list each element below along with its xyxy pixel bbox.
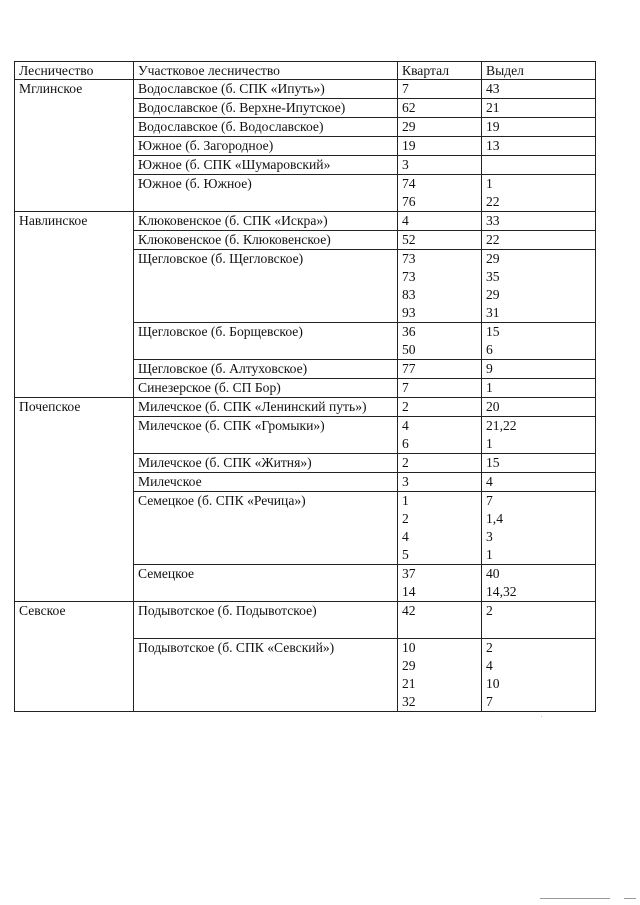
kvartal-cell xyxy=(398,118,482,137)
vydel-value: 21,22 xyxy=(486,418,517,433)
district-cell xyxy=(134,360,398,379)
district-cell xyxy=(134,80,398,99)
district-name: Подывотское (б. Подывотское) xyxy=(138,603,317,618)
vydel-cell xyxy=(482,473,596,492)
vydel-value: 3 xyxy=(486,529,493,544)
forestry-cell xyxy=(15,212,134,398)
vydel-value: 2 xyxy=(486,603,493,618)
vydel-value: 7 xyxy=(486,493,493,508)
forestry-name: Мглинское xyxy=(19,81,83,96)
vydel-value: 35 xyxy=(486,269,500,284)
vydel-value: 22 xyxy=(486,194,500,209)
kvartal-value: 42 xyxy=(402,603,416,618)
vydel-value: 43 xyxy=(486,81,500,96)
footer-mark xyxy=(540,898,610,899)
kvartal-value: 4 xyxy=(402,418,409,433)
district-name: Южное (б. Загородное) xyxy=(138,138,274,153)
kvartal-value: 93 xyxy=(402,305,416,320)
district-cell xyxy=(134,99,398,118)
vydel-value xyxy=(486,620,591,638)
vydel-value: 4 xyxy=(486,658,493,673)
district-cell xyxy=(134,639,398,712)
vydel-value: 31 xyxy=(486,305,500,320)
vydel-cell xyxy=(482,492,596,565)
kvartal-value: 2 xyxy=(402,511,409,526)
vydel-cell xyxy=(482,565,596,602)
district-name: Милечское (б. СПК «Громыки») xyxy=(138,418,325,433)
district-name: Милечское (б. СПК «Житня») xyxy=(138,455,312,470)
vydel-value: 15 xyxy=(486,324,500,339)
vydel-cell xyxy=(482,360,596,379)
kvartal-cell xyxy=(398,156,482,175)
kvartal-value: 29 xyxy=(402,658,416,673)
kvartal-cell xyxy=(398,602,482,639)
kvartal-value: 3 xyxy=(402,157,409,172)
vydel-value: 14,32 xyxy=(486,584,517,599)
kvartal-value xyxy=(402,620,477,638)
kvartal-value: 37 xyxy=(402,566,416,581)
district-cell xyxy=(134,156,398,175)
district-cell xyxy=(134,118,398,137)
vydel-value: 13 xyxy=(486,138,500,153)
district-name: Клюковенское (б. Клюковенское) xyxy=(138,232,331,247)
kvartal-cell xyxy=(398,175,482,212)
district-cell xyxy=(134,379,398,398)
district-cell xyxy=(134,417,398,454)
district-name: Милечское xyxy=(138,474,202,489)
kvartal-cell xyxy=(398,639,482,712)
district-name: Водославское (б. Верхне-Ипутское) xyxy=(138,100,346,115)
kvartal-value: 83 xyxy=(402,287,416,302)
kvartal-value: 74 xyxy=(402,176,416,191)
vydel-value: 40 xyxy=(486,566,500,581)
forestry-cell xyxy=(15,602,134,712)
footer-mark xyxy=(624,898,636,899)
vydel-value: 6 xyxy=(486,342,493,357)
kvartal-cell xyxy=(398,379,482,398)
kvartal-value: 3 xyxy=(402,474,409,489)
kvartal-cell xyxy=(398,492,482,565)
vydel-value: 33 xyxy=(486,213,500,228)
forestry-table xyxy=(14,61,596,712)
vydel-value: 1 xyxy=(486,436,493,451)
kvartal-value: 7 xyxy=(402,380,409,395)
kvartal-value: 73 xyxy=(402,269,416,284)
district-cell xyxy=(134,454,398,473)
table-body xyxy=(15,80,596,712)
vydel-cell xyxy=(482,639,596,712)
district-cell xyxy=(134,602,398,639)
district-name: Щегловское (б. Алтуховское) xyxy=(138,361,308,376)
vydel-cell xyxy=(482,175,596,212)
vydel-value: 4 xyxy=(486,474,493,489)
forestry-cell xyxy=(15,80,134,212)
district-name: Подывотское (б. СПК «Севский») xyxy=(138,640,335,655)
vydel-value xyxy=(486,156,591,174)
header-district: Участковое лесничество xyxy=(134,62,398,80)
kvartal-value: 62 xyxy=(402,100,416,115)
district-name: Водославское (б. Водославское) xyxy=(138,119,324,134)
kvartal-value: 29 xyxy=(402,119,416,134)
kvartal-value: 32 xyxy=(402,694,416,709)
kvartal-cell xyxy=(398,473,482,492)
district-cell xyxy=(134,175,398,212)
district-name: Водославское (б. СПК «Ипуть») xyxy=(138,81,325,96)
table-row xyxy=(15,398,596,417)
district-cell xyxy=(134,565,398,602)
kvartal-cell xyxy=(398,80,482,99)
kvartal-value: 73 xyxy=(402,251,416,266)
vydel-value: 29 xyxy=(486,251,500,266)
vydel-cell xyxy=(482,118,596,137)
table-row xyxy=(15,602,596,639)
vydel-value: 22 xyxy=(486,232,500,247)
vydel-value: 19 xyxy=(486,119,500,134)
vydel-cell xyxy=(482,137,596,156)
kvartal-cell xyxy=(398,398,482,417)
forestry-name: Почепское xyxy=(19,399,81,414)
kvartal-value: 52 xyxy=(402,232,416,247)
district-name: Семецкое xyxy=(138,566,195,581)
kvartal-cell xyxy=(398,250,482,323)
kvartal-cell xyxy=(398,454,482,473)
vydel-cell xyxy=(482,417,596,454)
kvartal-cell xyxy=(398,417,482,454)
kvartal-cell xyxy=(398,360,482,379)
kvartal-value: 5 xyxy=(402,547,409,562)
vydel-cell xyxy=(482,602,596,639)
vydel-cell xyxy=(482,212,596,231)
vydel-value: 7 xyxy=(486,694,493,709)
vydel-cell xyxy=(482,80,596,99)
district-cell xyxy=(134,212,398,231)
kvartal-cell xyxy=(398,137,482,156)
table-row xyxy=(15,212,596,231)
kvartal-value: 6 xyxy=(402,436,409,451)
district-name: Клюковенское (б. СПК «Искра») xyxy=(138,213,328,228)
vydel-cell xyxy=(482,156,596,175)
district-name: Щегловское (б. Борщевское) xyxy=(138,324,303,339)
kvartal-value: 4 xyxy=(402,213,409,228)
kvartal-value: 4 xyxy=(402,529,409,544)
kvartal-value: 14 xyxy=(402,584,416,599)
vydel-cell xyxy=(482,323,596,360)
vydel-cell xyxy=(482,250,596,323)
kvartal-value: 50 xyxy=(402,342,416,357)
vydel-value: 1,4 xyxy=(486,511,503,526)
kvartal-cell xyxy=(398,212,482,231)
district-cell xyxy=(134,492,398,565)
vydel-value: 1 xyxy=(486,176,493,191)
kvartal-value: 2 xyxy=(402,455,409,470)
vydel-cell xyxy=(482,398,596,417)
vydel-cell xyxy=(482,99,596,118)
scan-speck xyxy=(541,716,542,717)
kvartal-value: 1 xyxy=(402,493,409,508)
kvartal-value: 19 xyxy=(402,138,416,153)
district-cell xyxy=(134,473,398,492)
district-cell xyxy=(134,323,398,360)
vydel-value: 15 xyxy=(486,455,500,470)
district-name: Южное (б. СПК «Шумаровский» xyxy=(138,157,331,172)
vydel-value: 29 xyxy=(486,287,500,302)
table-header-row xyxy=(15,62,596,80)
vydel-value: 1 xyxy=(486,380,493,395)
vydel-value: 21 xyxy=(486,100,500,115)
vydel-value: 10 xyxy=(486,676,500,691)
kvartal-cell xyxy=(398,323,482,360)
vydel-value: 2 xyxy=(486,640,493,655)
forestry-name: Навлинское xyxy=(19,213,88,228)
kvartal-value: 21 xyxy=(402,676,416,691)
kvartal-value: 7 xyxy=(402,81,409,96)
forestry-name: Севское xyxy=(19,603,66,618)
district-cell xyxy=(134,250,398,323)
district-name: Южное (б. Южное) xyxy=(138,176,252,191)
header-vydel: Выдел xyxy=(482,62,596,80)
vydel-cell xyxy=(482,379,596,398)
district-cell xyxy=(134,137,398,156)
vydel-value: 9 xyxy=(486,361,493,376)
district-name: Щегловское (б. Щегловское) xyxy=(138,251,304,266)
forestry-cell xyxy=(15,398,134,602)
district-name: Семецкое (б. СПК «Речица») xyxy=(138,493,306,508)
kvartal-value: 10 xyxy=(402,640,416,655)
kvartal-cell xyxy=(398,99,482,118)
vydel-cell xyxy=(482,231,596,250)
kvartal-cell xyxy=(398,565,482,602)
table-row xyxy=(15,80,596,99)
district-name: Синезерское (б. СП Бор) xyxy=(138,380,281,395)
kvartal-value: 77 xyxy=(402,361,416,376)
kvartal-value: 76 xyxy=(402,194,416,209)
header-kvartal: Квартал xyxy=(398,62,482,80)
vydel-cell xyxy=(482,454,596,473)
kvartal-value: 36 xyxy=(402,324,416,339)
district-name: Милечское (б. СПК «Ленинский путь») xyxy=(138,399,367,414)
district-cell xyxy=(134,231,398,250)
district-cell xyxy=(134,398,398,417)
vydel-value: 20 xyxy=(486,399,500,414)
header-forestry: Лесничество xyxy=(15,62,134,80)
vydel-value: 1 xyxy=(486,547,493,562)
kvartal-value: 2 xyxy=(402,399,409,414)
kvartal-cell xyxy=(398,231,482,250)
